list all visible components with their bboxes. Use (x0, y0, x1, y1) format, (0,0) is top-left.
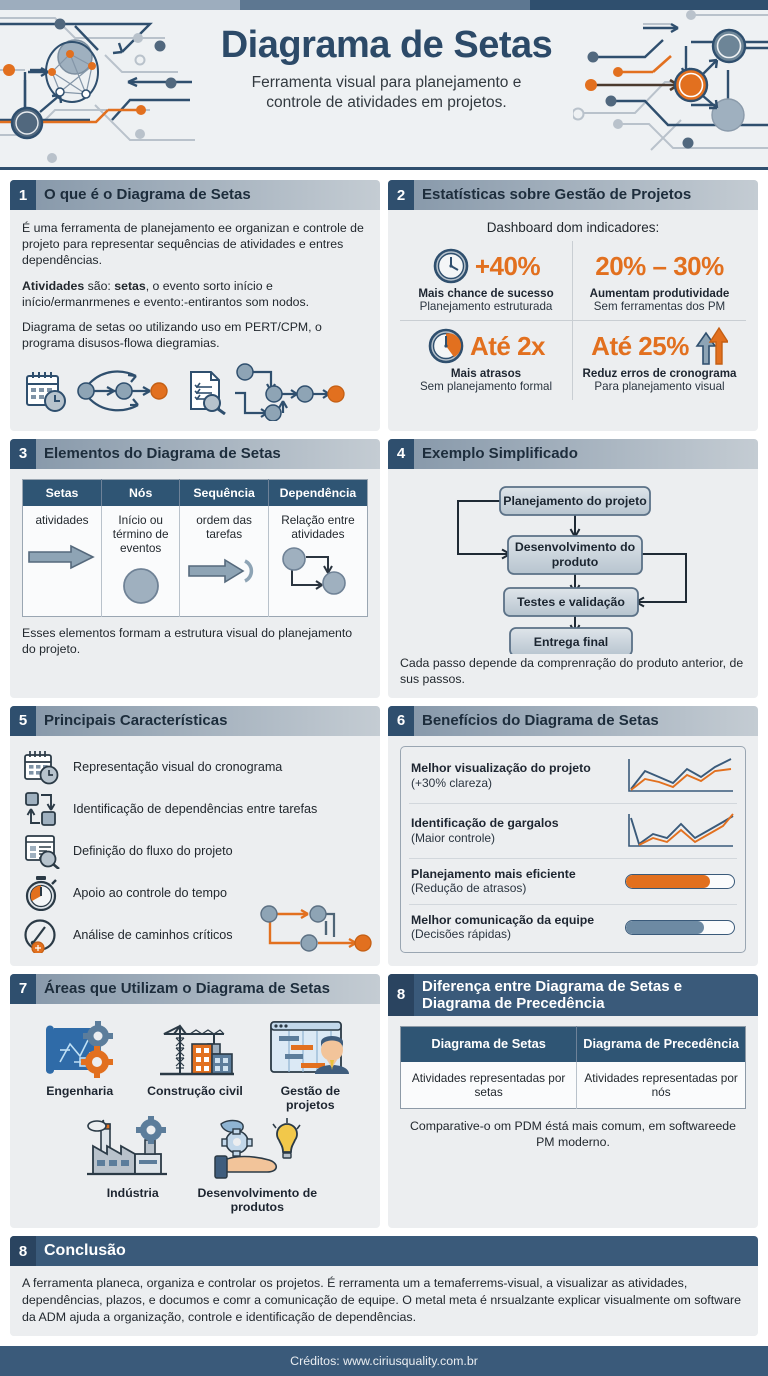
stat-1-line1: Mais chance de sucesso (418, 287, 554, 300)
stat-1-value: +40% (474, 250, 541, 281)
crane-building-icon (139, 1016, 250, 1080)
progress-bar-efficiency-fill (626, 875, 710, 888)
elements-table-header-row (23, 479, 368, 506)
calendar-clock-icon (22, 749, 62, 785)
stat-4-line1: Reduz erros de cronograma (582, 367, 737, 380)
stat-4-toprow (575, 326, 744, 366)
section-4-body (388, 469, 758, 698)
areas-row-1 (22, 1014, 368, 1116)
page-subtitle: Ferramenta visual para planejamento e controle de atividades em projetos. (251, 73, 522, 112)
stat-1-toprow (402, 246, 570, 286)
stat-2-toprow (575, 246, 744, 286)
benefit-3-subtitle: (Redução de atrasos) (411, 881, 527, 896)
stat-3-toprow (402, 326, 570, 366)
elements-cell-setas (23, 506, 102, 617)
section-2-title: Estatísticas sobre Gestão de Projetos (422, 186, 692, 204)
stat-card-1 (400, 241, 573, 321)
benefit-3-text (411, 867, 615, 896)
section-4-note: Cada passo depende da comprenração do produto anterior, de sus passos. (400, 655, 744, 686)
benefit-item-3 (409, 859, 737, 905)
section-5-title: Principais Características (44, 711, 228, 729)
line-chart-icon (625, 757, 735, 795)
stat-card-2 (573, 241, 746, 321)
sequence-arrow-icon (184, 545, 264, 597)
dependency-nodes-icon (273, 545, 363, 597)
section-1-paragraph-2 (22, 278, 368, 310)
hand-bulb-icon (197, 1118, 318, 1182)
areas-row-2 (22, 1116, 368, 1218)
section-7-title: Áreas que Utilizam o Diagrama de Setas (44, 979, 330, 997)
benefits-box (400, 746, 746, 953)
area-item-engenharia (22, 1014, 137, 1116)
section-8-title-line2: Diagrama de Precedência (422, 994, 605, 1012)
arrow-network-icon (74, 367, 179, 415)
difference-body-row (401, 1062, 746, 1109)
conclusion-title: Conclusão (44, 1241, 126, 1259)
section-2-number: 2 (388, 180, 414, 210)
section-8-body (388, 1016, 758, 1228)
stat-1-line2: Planejamento estruturada (419, 300, 553, 313)
section-1-number: 1 (10, 180, 36, 210)
top-strip-segment-light (0, 0, 240, 10)
section-card-7 (10, 974, 380, 1229)
benefit-4-progress (623, 920, 735, 935)
gantt-person-icon (255, 1016, 366, 1080)
section-card-6 (388, 706, 758, 966)
feature-1-label: Representação visual do cronograma (73, 759, 283, 774)
header-network-decoration-right (573, 10, 768, 167)
area-item-desenvolvimento (195, 1116, 320, 1218)
section-5-number: 5 (10, 706, 36, 736)
stopwatch-icon (22, 875, 62, 911)
section-5-header (10, 706, 380, 736)
section-card-5 (10, 706, 380, 966)
benefit-2-chart (623, 812, 735, 850)
section-3-number: 3 (10, 439, 36, 469)
area-caption-engenharia: Engenharia (46, 1083, 114, 1098)
area-item-gestao (253, 1014, 368, 1116)
section-3-title: Elementos do Diagrama de Setas (44, 444, 281, 462)
blueprint-gear-icon (24, 1016, 135, 1080)
benefit-1-text (411, 761, 615, 790)
conclusion-card (10, 1236, 758, 1336)
gauge-icon (22, 917, 62, 953)
feature-2-label: Identificação de dependências entre tarefas (73, 801, 318, 816)
flow-box-4: Entrega final (533, 634, 609, 649)
section-card-4 (388, 439, 758, 698)
feature-item-3 (22, 830, 368, 872)
section-7-header (10, 974, 380, 1004)
page-header (0, 10, 768, 170)
area-item-construcao (137, 1014, 252, 1116)
page-footer (0, 1346, 768, 1376)
footer-credits: Créditos: www.ciriusquality.com.br (290, 1354, 478, 1368)
nodes-link-icon (22, 791, 62, 827)
elements-cell-setas-text: atividades (35, 512, 89, 527)
difference-col-precedencia: Diagrama de Precedência (577, 1027, 746, 1062)
section-1-title: O que é o Diagrama de Setas (44, 186, 251, 204)
stat-2-value: 20% – 30% (595, 250, 724, 281)
elements-table-body-row (23, 506, 368, 617)
line-chart-icon (625, 812, 735, 850)
elements-cell-dependencia-text: Relação entre atividades (281, 512, 355, 541)
progress-bar-communication (625, 920, 735, 935)
stat-4-value: Até 25% (591, 330, 689, 361)
stat-3-line1: Mais atrasos (450, 367, 522, 380)
page-title: Diagrama de Setas (220, 24, 553, 66)
elements-cell-nos (102, 506, 180, 617)
benefit-4-title: Melhor comunicação da equipe (411, 912, 595, 927)
node-circle-icon (106, 560, 175, 612)
section-3-header (10, 439, 380, 469)
section-3-note: Esses elementos formam a estrutura visual do planejamento do projeto. (22, 625, 353, 656)
section-6-number: 6 (388, 706, 414, 736)
area-caption-industria: Indústria (106, 1185, 159, 1200)
stat-3-line2: Sem planejamento formal (419, 380, 553, 393)
feature-5-label: Análise de caminhos críticos (73, 927, 233, 942)
elements-col-sequencia: Sequência (180, 479, 269, 506)
feature-4-label: Apoio ao controle do tempo (73, 885, 228, 900)
section-8-number: 8 (388, 974, 414, 1017)
benefit-4-text (411, 913, 615, 942)
factory-gear-icon (72, 1118, 193, 1182)
benefit-1-chart (623, 757, 735, 795)
difference-cell-precedencia: Atividades representadas por nós (584, 1070, 738, 1099)
feature-item-2 (22, 788, 368, 830)
stat-card-3 (400, 321, 573, 400)
benefit-4-subtitle: (Decisões rápidas) (411, 927, 512, 942)
flow-diagram (400, 479, 746, 654)
benefit-3-progress (623, 874, 735, 889)
node-flow-icon (233, 361, 351, 421)
elements-cell-sequencia-text: ordem das tarefas (196, 512, 252, 541)
section-1-p2-mid: são: (84, 278, 115, 293)
conclusion-header (10, 1236, 758, 1266)
statistics-grid (400, 241, 746, 400)
conclusion-number: 8 (10, 1236, 36, 1266)
section-card-8 (388, 974, 758, 1229)
benefit-2-title: Identificação de gargalos (411, 815, 559, 830)
conclusion-body (10, 1266, 758, 1336)
area-item-industria (70, 1116, 195, 1218)
benefit-item-1 (409, 749, 737, 804)
benefit-2-text (411, 816, 615, 845)
section-card-3 (10, 439, 380, 698)
stat-2-line1: Aumentam produtividade (589, 287, 730, 300)
top-strip-segment-mid (240, 0, 530, 10)
elements-col-nos: Nós (102, 479, 180, 506)
section-1-header (10, 180, 380, 210)
elements-cell-sequencia (180, 506, 269, 617)
elements-table (22, 479, 368, 617)
difference-col-setas: Diagrama de Setas (401, 1027, 577, 1062)
progress-bar-efficiency (625, 874, 735, 889)
up-arrows-icon (694, 326, 728, 366)
section-8-header (388, 974, 758, 1017)
feature-item-1 (22, 746, 368, 788)
section-4-number: 4 (388, 439, 414, 469)
difference-header-row (401, 1027, 746, 1062)
section-1-icon-row (22, 361, 368, 421)
elements-cell-dependencia (268, 506, 367, 617)
section-2-header (388, 180, 758, 210)
flow-box-2: Desenvolvimento do produto (514, 539, 636, 569)
calendar-clock-icon (22, 367, 70, 415)
dashboard-label: Dashboard dom indicadores: (486, 220, 660, 235)
progress-bar-communication-fill (626, 921, 704, 934)
section-1-bold-setas: setas (114, 278, 146, 293)
section-2-body (388, 210, 758, 431)
area-caption-gestao: Gestão de projetos (280, 1083, 341, 1112)
clock-icon (432, 247, 470, 285)
stat-2-line2: Sem ferramentas dos PM (593, 300, 726, 313)
section-4-header (388, 439, 758, 469)
section-7-number: 7 (10, 974, 36, 1004)
benefit-item-4 (409, 905, 737, 950)
section-3-body (10, 469, 380, 698)
section-8-title (414, 974, 758, 1017)
area-caption-desenvolvimento: Desenvolvimento de produtos (197, 1185, 318, 1214)
arrow-shape-icon (27, 531, 97, 583)
stat-4-line2: Para planejamento visual (594, 380, 725, 393)
elements-col-dependencia: Dependência (268, 479, 367, 506)
top-strip-segment-dark (530, 0, 768, 10)
header-network-decoration-left (0, 10, 200, 167)
header-title-block (190, 26, 583, 113)
section-1-p2-rest: , o evento sorto início e início/ermanrmenes e evento:-entirantos som nodos. (22, 278, 310, 309)
section-6-title: Benefícios do Diagrama de Setas (422, 711, 659, 729)
section-6-body (388, 736, 758, 966)
top-color-strip (0, 0, 768, 10)
elements-col-setas: Setas (23, 479, 102, 506)
document-search-icon (183, 367, 229, 415)
feature-3-label: Definição do fluxo do projeto (73, 843, 233, 858)
section-1-body (10, 210, 380, 431)
stat-card-4 (573, 321, 746, 400)
section-5-body (10, 736, 380, 966)
section-card-2 (388, 180, 758, 431)
benefit-item-2 (409, 804, 737, 859)
stat-3-value: Até 2x (469, 330, 546, 361)
section-1-paragraph-3: Diagrama de setas oo utilizando uso em PERT/CPM, o programa disusos-flowa diegramias. (22, 320, 322, 351)
benefit-3-title: Planejamento mais eficiente (411, 866, 576, 881)
section-6-header (388, 706, 758, 736)
section-8-note: Comparative-o om PDM éstá mais comum, em softwareede PM moderno. (410, 1119, 736, 1149)
section-card-1 (10, 180, 380, 431)
sections-grid (0, 170, 768, 1228)
section-7-body (10, 1004, 380, 1229)
area-caption-construcao: Construção civil (147, 1083, 243, 1098)
difference-table (400, 1026, 746, 1109)
difference-cell-setas: Atividades representadas por setas (401, 1062, 577, 1109)
document-search-icon (22, 833, 62, 869)
benefit-1-title: Melhor visualização do projeto (411, 760, 591, 775)
critical-path-graphic (256, 901, 376, 964)
flow-box-3: Testes e validação (517, 594, 625, 609)
section-8-title-line1: Diferença entre Diagrama de Setas e (422, 977, 683, 995)
benefit-2-subtitle: (Maior controle) (411, 830, 496, 845)
section-4-title: Exemplo Simplificado (422, 444, 578, 462)
section-1-bold-atividades: Atividades (22, 278, 85, 293)
section-1-paragraph-1: É uma ferramenta de planejamento ee organizan e controle de projeto para representar sequências de atividades e entres dependências. (22, 221, 364, 268)
benefit-1-subtitle: (+30% clareza) (411, 775, 493, 790)
elements-cell-nos-text: Início ou término de eventos (112, 512, 169, 556)
clock-pie-icon (427, 327, 465, 365)
conclusion-text: A ferramenta planeca, organiza e controlar os projetos. É rerramenta um a temaferrems-visual, a visualizar as atividades, dependências, plazos, e documos e comr a comunicação de equipe. O metal meta é nrsualzante explicar visualmente om software da ADM ajuda a organização, controle e identificação de dependências. (22, 1276, 742, 1325)
flow-box-1: Planejamento do projeto (503, 493, 647, 508)
